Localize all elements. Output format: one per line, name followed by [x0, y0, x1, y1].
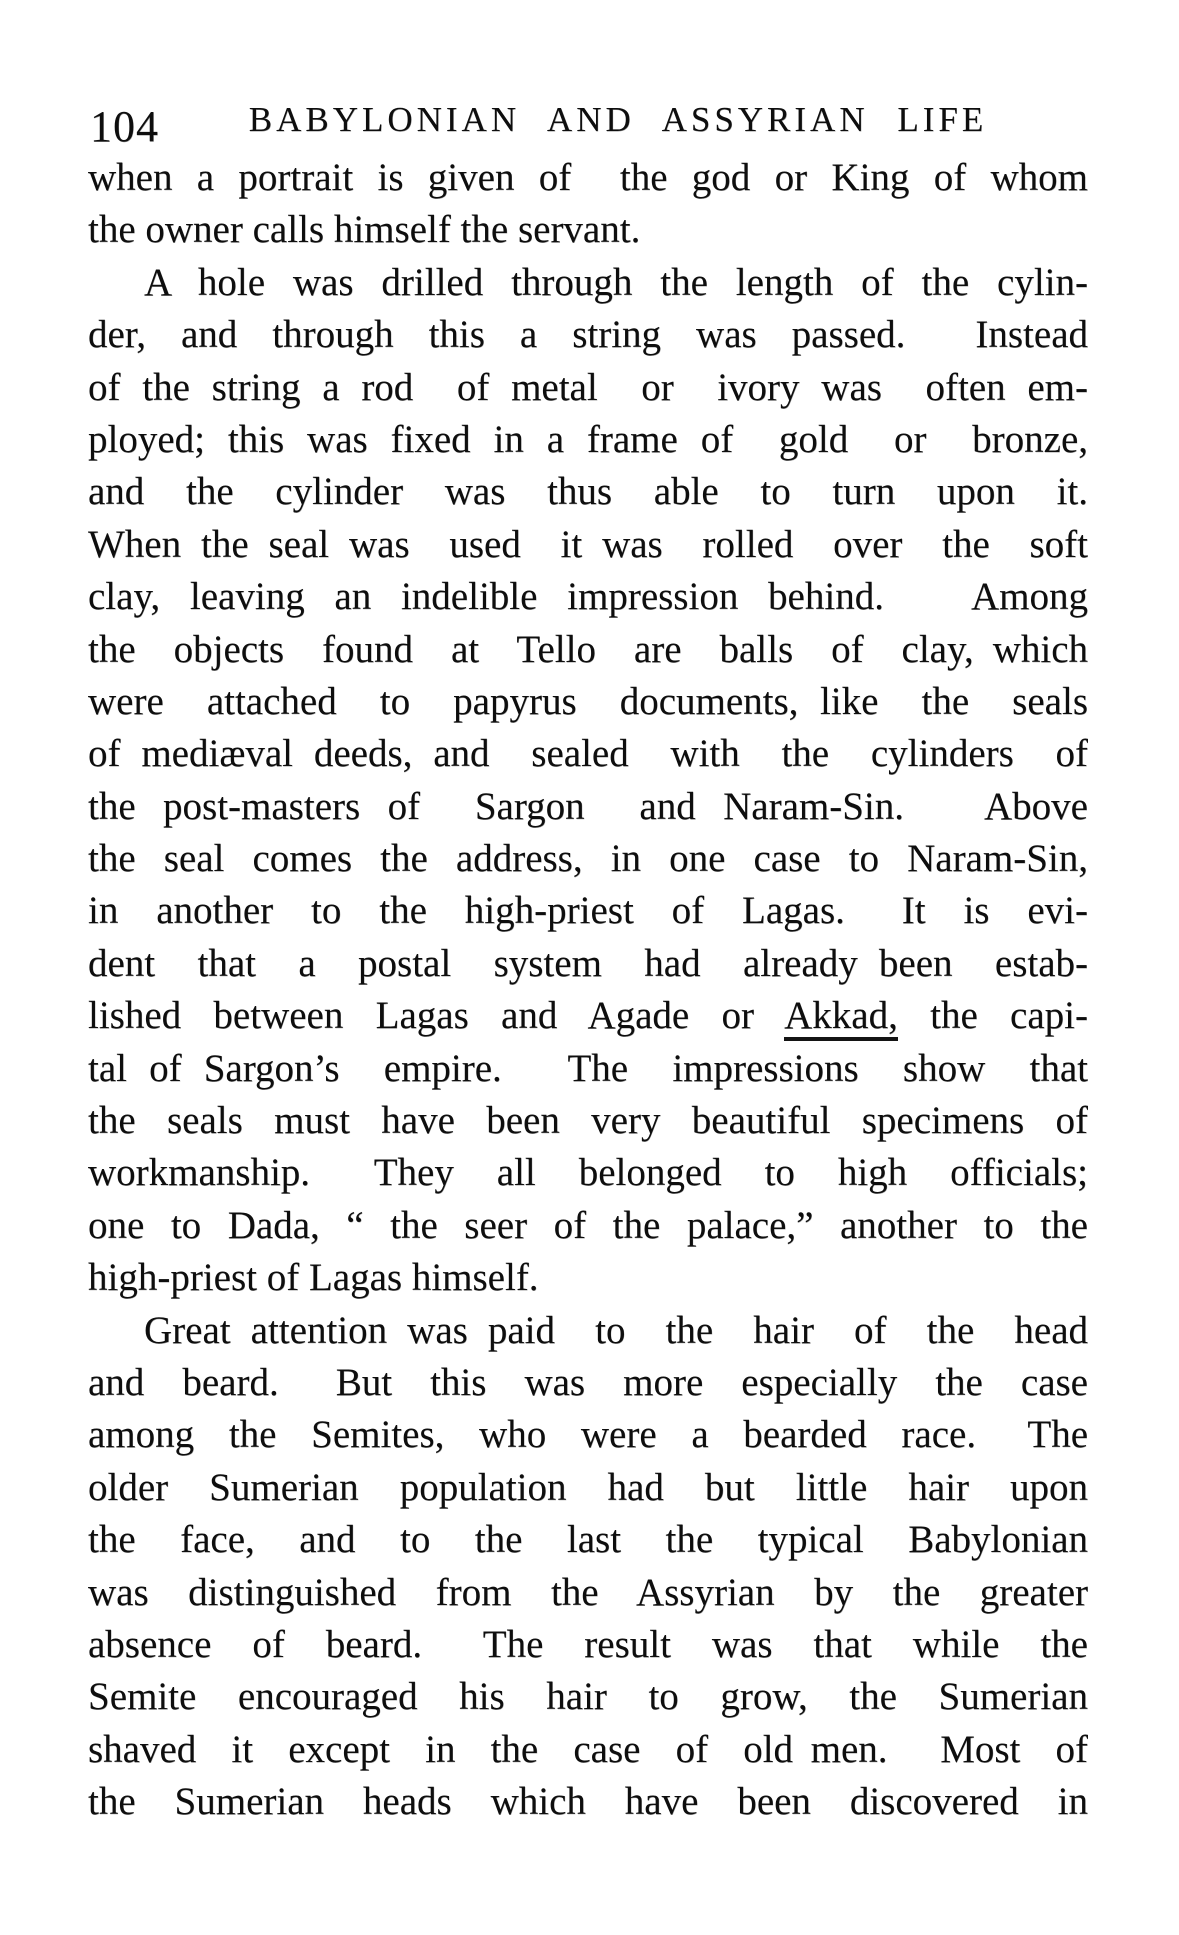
text-line: one to Dada, “ the seer of the palace,” another to the [88, 1203, 1088, 1247]
text-line: lished between Lagas and Agade or Akkad, the capi- [88, 990, 1088, 1042]
text-line: when a portrait is given of the god or King of whom [88, 156, 1088, 199]
text-line: the post-masters of Sargon and Naram-Sin. Above [88, 784, 1088, 828]
text-line: workmanship. They all belonged to high officials; [88, 1151, 1088, 1195]
text-line: dent that a postal system had already been estab- [88, 941, 1088, 985]
page-body [88, 152, 1088, 1829]
text-line: absence of beard. The result was that while the [88, 1622, 1088, 1666]
text-line: and the cylinder was thus able to turn upon it. [88, 470, 1088, 514]
text-line: der, and through this a string was passed. Instead [88, 313, 1088, 357]
text-line: When the seal was used it was rolled over the soft [88, 522, 1088, 566]
text-line: clay, leaving an indelible impression behind. Among [88, 575, 1088, 619]
text-line: the face, and to the last the typical Babylonian [88, 1518, 1088, 1562]
text-line: A hole was drilled through the length of the cylin- [144, 260, 1088, 304]
running-title: BABYLONIAN AND ASSYRIAN LIFE [248, 100, 988, 139]
text-line: Semite encouraged his hair to grow, the Sumerian [88, 1675, 1088, 1719]
text-line: Great attention was paid to the hair of the head [144, 1308, 1088, 1352]
text-line: shaved it except in the case of old men. Most of [88, 1727, 1088, 1771]
text-line: the Sumerian heads which have been discovered in [88, 1780, 1088, 1824]
text-line: the seal comes the address, in one case to Naram-Sin, [88, 837, 1088, 881]
text-line: among the Semites, who were a bearded race. The [88, 1413, 1088, 1457]
text-line: the owner calls himself the servant. [88, 208, 641, 252]
text-line: was distinguished from the Assyrian by the greater [88, 1570, 1088, 1614]
page-header [88, 97, 1088, 149]
text-line: the seals must have been very beautiful specimens of [88, 1099, 1088, 1143]
text-line: and beard. But this was more especially the case [88, 1360, 1088, 1404]
page-number: 104 [90, 102, 159, 151]
text-line: high-priest of Lagas himself. [88, 1256, 539, 1300]
text-line: were attached to papyrus documents, like the seals [88, 679, 1088, 723]
text-line: of the string a rod of metal or ivory was often em- [88, 365, 1088, 409]
underlined-word: Akkad, [784, 994, 898, 1041]
text-line: of mediæval deeds, and sealed with the cylinders of [88, 732, 1088, 776]
text-line: tal of Sargon’s empire. The impressions show that [88, 1046, 1088, 1090]
text-line: in another to the high-priest of Lagas. It is evi- [88, 889, 1088, 933]
text-line: older Sumerian population had but little hair upon [88, 1465, 1088, 1509]
text-line: ployed; this was fixed in a frame of gold or bronze, [88, 417, 1088, 461]
text-line: the objects found at Tello are balls of clay, which [88, 627, 1088, 671]
